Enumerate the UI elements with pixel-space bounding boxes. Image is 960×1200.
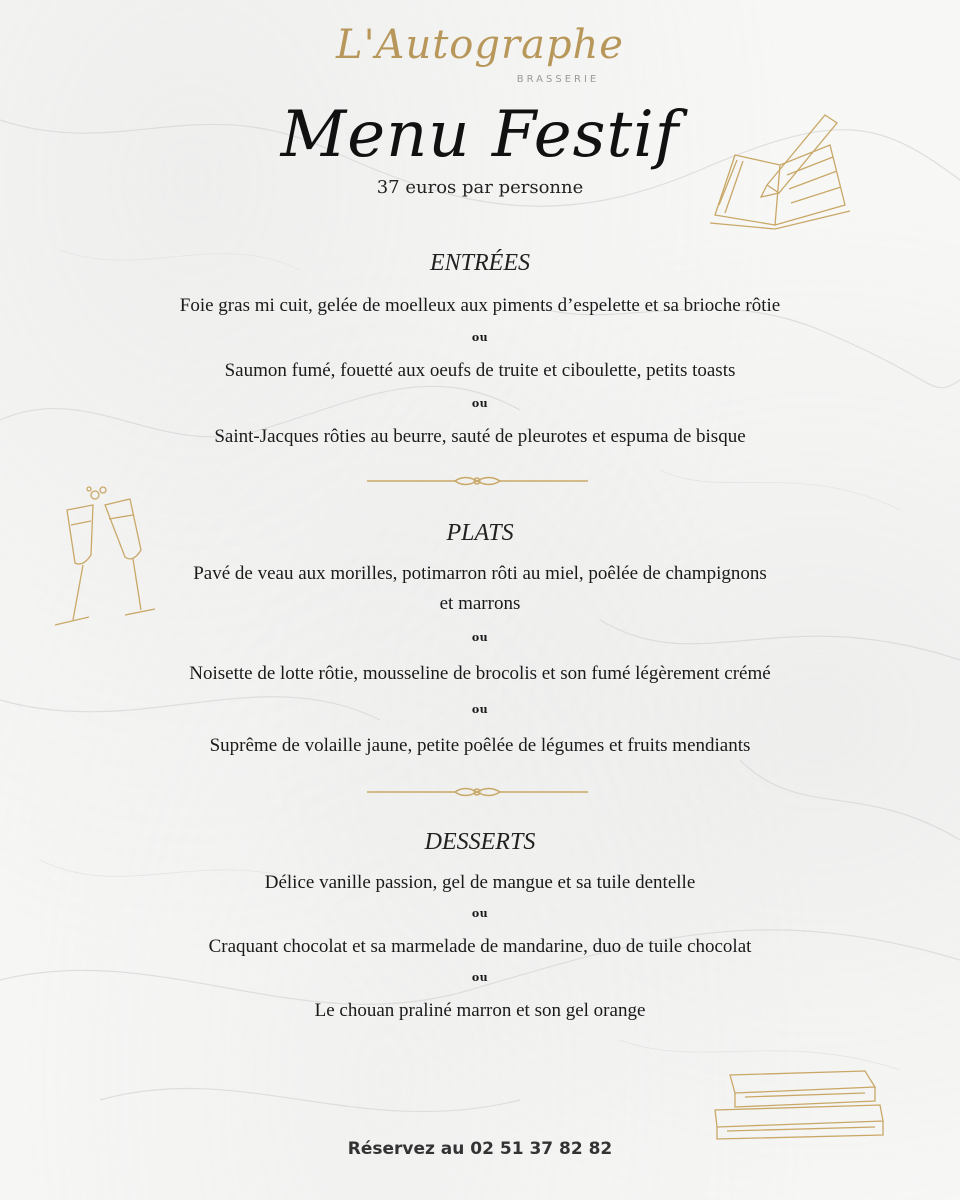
dish-plat-2: Noisette de lotte rôtie, mousseline de brocolis et son fumé légèrement crémé <box>189 663 771 684</box>
separator-ou: ou <box>471 397 489 410</box>
reservation-phone: Réservez au 02 51 37 82 82 <box>347 1139 613 1159</box>
stacked-books-icon <box>705 1065 890 1145</box>
page-title: Menu Festif <box>280 98 680 172</box>
price-line: 37 euros par personne <box>376 177 584 198</box>
separator-ou: ou <box>471 907 489 920</box>
champagne-glasses-icon <box>45 485 160 635</box>
dish-dessert-1: Délice vanille passion, gel de mangue et sa tuile dentelle <box>264 872 696 893</box>
section-title-plats: PLATS <box>446 520 514 546</box>
section-title-desserts: DESSERTS <box>424 829 536 855</box>
dish-dessert-2: Craquant chocolat et sa marmelade de mandarine, duo de tuile chocolat <box>208 936 752 957</box>
separator-ou: ou <box>471 703 489 716</box>
brand-subtitle: BRASSERIE <box>516 74 600 85</box>
ornament-divider-icon <box>365 472 590 490</box>
dish-entree-1: Foie gras mi cuit, gelée de moelleux aux piments d’espelette et sa brioche rôtie <box>179 295 781 316</box>
section-title-entrees: ENTRÉES <box>430 250 530 276</box>
fountain-pen-book-icon <box>705 105 855 235</box>
dish-entree-3: Saint-Jacques rôties au beurre, sauté de pleurotes et espuma de bisque <box>214 426 746 447</box>
separator-ou: ou <box>471 631 489 644</box>
separator-ou: ou <box>471 971 489 984</box>
dish-dessert-3: Le chouan praliné marron et son gel orange <box>314 1000 646 1021</box>
dish-plat-3: Suprême de volaille jaune, petite poêlée de légumes et fruits mendiants <box>209 735 751 756</box>
dish-entree-2: Saumon fumé, fouetté aux oeufs de truite et ciboulette, petits toasts <box>224 360 736 381</box>
dish-plat-1: Pavé de veau aux morilles, potimarron rôti au miel, poêlée de champignons et marrons <box>193 563 767 614</box>
brand-logo: L'Autographe <box>336 22 624 68</box>
ornament-divider-icon <box>365 783 590 801</box>
separator-ou: ou <box>471 331 489 344</box>
